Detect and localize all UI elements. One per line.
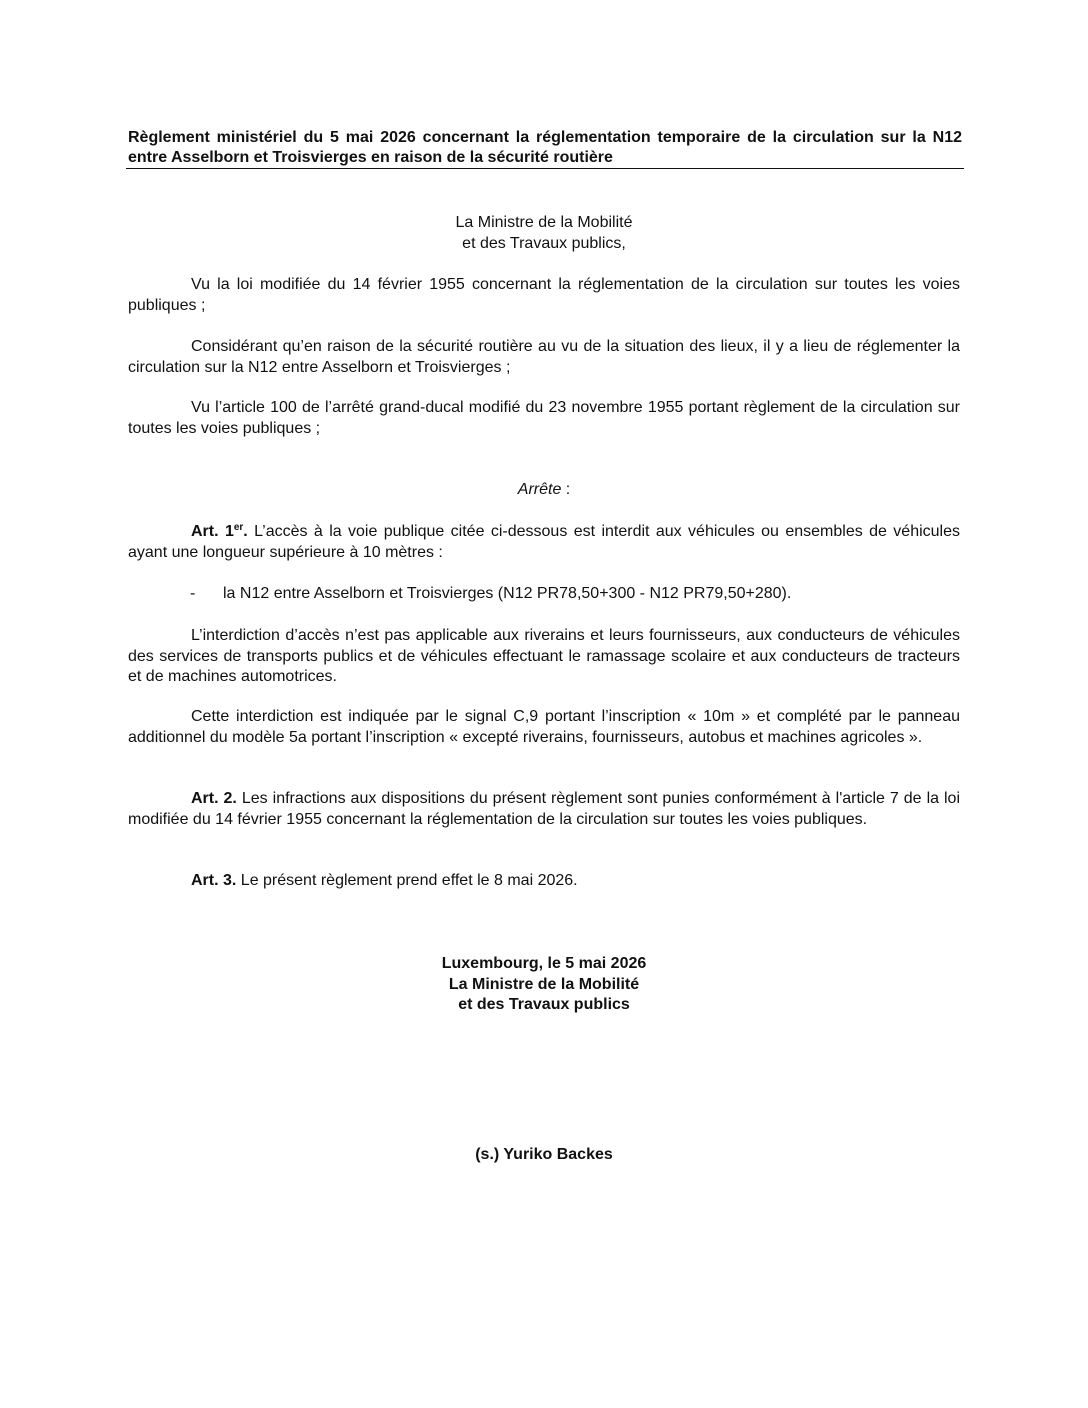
consideration-paragraph: Vu la loi modifiée du 14 février 1955 concernant la réglementation de la circulation sur toutes les voies publiques ; <box>128 276 960 314</box>
article-1-superscript: er <box>233 522 244 533</box>
title-underline <box>126 168 964 169</box>
authority-line-2: et des Travaux publics, <box>462 234 626 252</box>
article-1-exemption-paragraph: L’interdiction d’accès n’est pas applicable aux riverains et leurs fournisseurs, aux conducteurs de véhicules des services de transports publics et de véhicules effectuant le ramassage scolaire et aux conducteurs de tracteurs et de machines automotrices. <box>128 627 960 685</box>
decree-suffix: : <box>561 481 571 498</box>
document-title: Règlement ministériel du 5 mai 2026 concernant la réglementation temporaire de la circulation sur la N12 entre Asselborn et Troisvierges en raison de la sécurité routière <box>128 129 962 166</box>
article-2-label: Art. 2. <box>191 790 237 807</box>
article-1-label-end: . <box>243 523 248 540</box>
closing-role-line-2: et des Travaux publics <box>458 996 630 1013</box>
decree-word: Arrête <box>517 481 562 498</box>
authority-line-1: La Ministre de la Mobilité <box>455 214 633 231</box>
article-2-text: Les infractions aux dispositions du présent règlement sont punies conformément à l'article 7 de la loi modifiée du 14 février 1955 concernant la réglementation de la circulation sur toutes les voies publiques. <box>128 790 961 828</box>
list-item-text: la N12 entre Asselborn et Troisvierges (N12 PR78,50+300 - N12 PR79,50+280). <box>223 585 792 602</box>
article-3-paragraph <box>128 871 960 892</box>
consideration-paragraph: Considérant qu’en raison de la sécurité routière au vu de la situation des lieux, il y a lieu de réglementer la circulation sur la N12 entre Asselborn et Troisvierges ; <box>128 338 960 376</box>
closing-block <box>414 954 674 1016</box>
article-1-paragraph <box>128 522 960 563</box>
signature: (s.) Yuriko Backes <box>475 1146 613 1163</box>
article-3-label: Art. 3. <box>191 872 237 889</box>
consideration-paragraph: Vu l’article 100 de l’arrêté grand-ducal modifié du 23 novembre 1955 portant règlement de la circulation sur toutes les voies publiques ; <box>128 399 960 437</box>
article-2-paragraph <box>128 789 960 830</box>
article-1-label: Art. 1 <box>191 523 234 540</box>
article-1-list-item <box>128 584 960 605</box>
decree-heading <box>128 480 960 501</box>
article-1-signage-paragraph: Cette interdiction est indiquée par le signal C,9 portant l’inscription « 10m » et complété par le panneau additionnel du modèle 5a portant l’inscription « excepté riverains, fournisseurs, autobus et machines agricoles ». <box>128 708 960 746</box>
list-dash: - <box>190 585 196 602</box>
closing-role-line-1: La Ministre de la Mobilité <box>448 975 640 993</box>
article-1-text: L’accès à la voie publique citée ci-dessous est interdit aux véhicules ou ensembles de véhicules ayant une longueur supérieure à 10 mètres : <box>128 523 960 561</box>
article-3-text: Le présent règlement prend effet le 8 mai 2026. <box>236 872 578 889</box>
closing-place-date: Luxembourg, le 5 mai 2026 <box>441 955 647 972</box>
authority-heading <box>128 213 960 254</box>
